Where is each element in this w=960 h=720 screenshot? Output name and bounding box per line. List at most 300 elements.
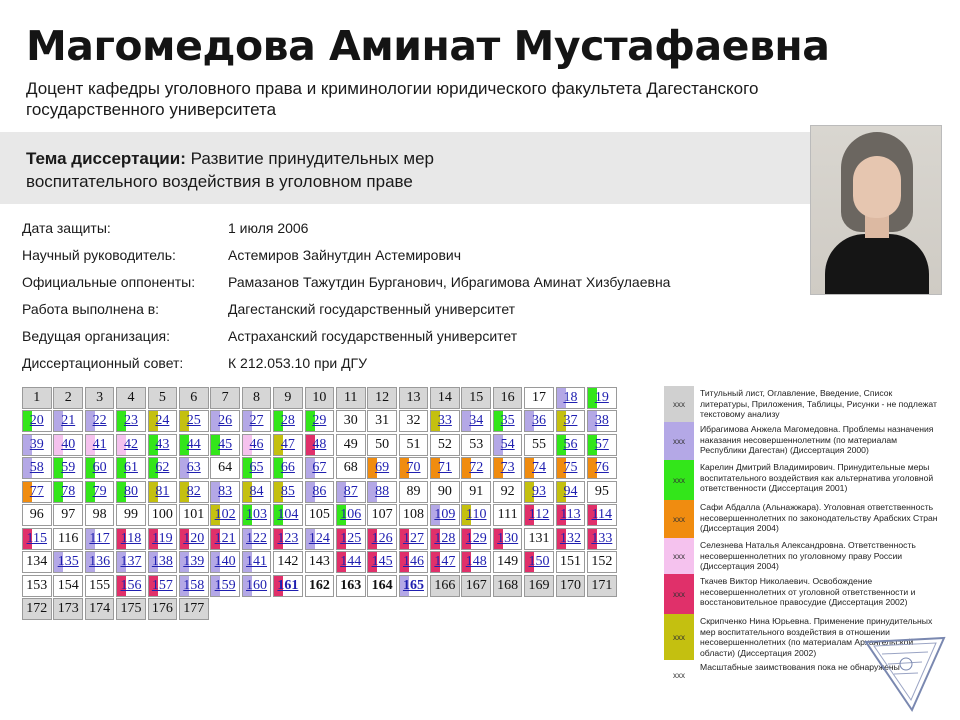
page-number: 14 <box>437 390 452 405</box>
page-number: 73 <box>500 460 515 476</box>
page-number: 110 <box>466 507 487 523</box>
page-cell <box>148 387 178 409</box>
page-number: 68 <box>343 460 358 476</box>
page-cell <box>461 481 491 503</box>
page-number: 70 <box>406 460 421 476</box>
page-cell[interactable] <box>242 504 272 526</box>
page-cell[interactable] <box>242 575 272 597</box>
page-cell <box>367 387 397 409</box>
page-cell <box>85 387 115 409</box>
page-cell[interactable] <box>179 457 209 479</box>
page-number: 122 <box>246 530 268 546</box>
page-cell <box>242 387 272 409</box>
page-cell <box>430 387 460 409</box>
page-number: 22 <box>92 413 107 429</box>
page-cell[interactable] <box>53 457 83 479</box>
page-number: 153 <box>26 577 48 593</box>
page-cell[interactable] <box>148 410 178 432</box>
page-cell[interactable] <box>556 434 586 456</box>
page-cell[interactable] <box>556 481 586 503</box>
page-cell[interactable] <box>273 410 303 432</box>
info-row-defense-date: Дата защиты: 1 июля 2006 <box>22 219 309 236</box>
page-cell[interactable] <box>210 551 240 573</box>
page-cell[interactable] <box>524 504 554 526</box>
page-cell <box>85 504 115 526</box>
page-number: 152 <box>591 554 613 570</box>
legend-swatch: ххх <box>664 422 694 460</box>
page-number: 76 <box>594 460 609 476</box>
page-cell <box>22 598 52 620</box>
page-cell <box>53 528 83 550</box>
page-cell[interactable] <box>367 481 397 503</box>
page-cell[interactable] <box>336 504 366 526</box>
page-number: 61 <box>123 460 138 476</box>
page-cell[interactable] <box>399 457 429 479</box>
page-cell[interactable] <box>148 575 178 597</box>
page-number: 4 <box>127 390 135 405</box>
page-number: 106 <box>340 507 362 523</box>
page-cell <box>524 434 554 456</box>
dissertation-topic <box>26 147 546 193</box>
page-cell[interactable] <box>85 551 115 573</box>
page-cell[interactable] <box>493 410 523 432</box>
info-row-opponents: Официальные оппоненты: Рамазанов Тажутдин Бурганович, Ибрагимова Аминат Хизбулаевна <box>22 273 671 290</box>
info-row-council: Диссертационный совет: К 212.053.10 при ДГУ <box>22 354 368 371</box>
seal-stamp <box>862 634 948 714</box>
page-cell[interactable] <box>148 434 178 456</box>
page-number: 54 <box>500 436 515 452</box>
page-cell[interactable] <box>305 481 335 503</box>
page-number: 142 <box>277 554 299 570</box>
page-number: 48 <box>312 436 327 452</box>
page-cell[interactable] <box>524 481 554 503</box>
page-cell <box>461 434 491 456</box>
page-cell[interactable] <box>210 410 240 432</box>
page-number: 67 <box>312 460 327 476</box>
page-number: 164 <box>371 577 393 593</box>
page-cell[interactable] <box>493 457 523 479</box>
page-number: 41 <box>92 436 107 452</box>
page-cell[interactable] <box>367 457 397 479</box>
page-cell[interactable] <box>399 551 429 573</box>
legend-item <box>664 386 949 422</box>
page-cell[interactable] <box>430 504 460 526</box>
portrait-photo <box>810 125 942 295</box>
page-cell <box>22 387 52 409</box>
page-cell <box>556 551 586 573</box>
page-cell[interactable] <box>493 528 523 550</box>
page-cell <box>461 575 491 597</box>
page-cell[interactable] <box>273 575 303 597</box>
page-number: 20 <box>29 413 44 429</box>
page-cell <box>493 387 523 409</box>
legend-swatch: ххх <box>664 538 694 574</box>
page-number: 44 <box>186 436 201 452</box>
page-cell[interactable] <box>367 528 397 550</box>
page-cell[interactable] <box>587 457 617 479</box>
page-cell <box>587 575 617 597</box>
page-cell[interactable] <box>556 410 586 432</box>
page-cell[interactable] <box>210 481 240 503</box>
page-number: 19 <box>594 390 609 405</box>
page-number: 66 <box>280 460 295 476</box>
page-cell[interactable] <box>116 481 146 503</box>
page-cell <box>587 551 617 573</box>
page-number: 74 <box>532 460 547 476</box>
legend-text: Скрипченко Нина Юрьевна. Применение принудительных мер воспитательного воздействия в отношении несовершеннолетних (по материалам Архангельской области) (Диссертация 2002) <box>700 616 933 658</box>
page-number: 2 <box>64 390 72 405</box>
page-cell <box>430 481 460 503</box>
page-cell[interactable] <box>461 528 491 550</box>
page-cell[interactable] <box>242 551 272 573</box>
page-cell[interactable] <box>210 528 240 550</box>
page-number: 7 <box>221 390 229 405</box>
page-cell[interactable] <box>116 528 146 550</box>
page-cell[interactable] <box>242 457 272 479</box>
page-cell <box>524 528 554 550</box>
page-cell <box>399 434 429 456</box>
page-cell[interactable] <box>116 551 146 573</box>
page-cell <box>53 504 83 526</box>
page-cell <box>53 598 83 620</box>
page-number: 128 <box>434 530 456 546</box>
page-number: 28 <box>280 413 295 429</box>
page-number: 12 <box>375 390 390 405</box>
page-cell[interactable] <box>22 528 52 550</box>
page-number: 72 <box>469 460 484 476</box>
page-cell[interactable] <box>116 575 146 597</box>
page-cell[interactable] <box>461 457 491 479</box>
page-cell[interactable] <box>148 457 178 479</box>
page-cell[interactable] <box>148 481 178 503</box>
page-cell[interactable] <box>587 504 617 526</box>
page-cell <box>179 598 209 620</box>
page-cell[interactable] <box>556 504 586 526</box>
page-number: 3 <box>96 390 104 405</box>
page-cell[interactable] <box>179 481 209 503</box>
page-cell[interactable] <box>85 528 115 550</box>
page-number: 53 <box>469 436 484 452</box>
page-number: 100 <box>151 507 173 523</box>
page-number: 31 <box>375 413 390 429</box>
page-cell[interactable] <box>85 434 115 456</box>
page-cell <box>305 551 335 573</box>
page-number: 13 <box>406 390 421 405</box>
legend-swatch: ххх <box>664 500 694 538</box>
page-number: 94 <box>563 483 578 499</box>
page-cell[interactable] <box>430 457 460 479</box>
page-number: 116 <box>57 530 79 546</box>
page-number: 173 <box>57 601 79 617</box>
info-row-institution: Работа выполнена в: Дагестанский государственный университет <box>22 300 516 317</box>
page-number: 130 <box>497 530 519 546</box>
page-number: 140 <box>214 554 236 570</box>
page-cell <box>493 504 523 526</box>
page-number: 154 <box>57 577 79 593</box>
page-cell[interactable] <box>461 551 491 573</box>
page-cell[interactable] <box>524 410 554 432</box>
page-number: 158 <box>183 577 205 593</box>
page-cell[interactable] <box>53 434 83 456</box>
page-number: 43 <box>155 436 170 452</box>
page-number: 25 <box>186 413 201 429</box>
page-number: 24 <box>155 413 170 429</box>
page-cell[interactable] <box>367 551 397 573</box>
page-number: 101 <box>183 507 205 523</box>
page-cell[interactable] <box>273 504 303 526</box>
page-cell[interactable] <box>556 387 586 409</box>
page-number: 131 <box>528 530 550 546</box>
page-number: 123 <box>277 530 299 546</box>
page-number: 90 <box>437 483 452 499</box>
page-cell <box>399 481 429 503</box>
page-number: 174 <box>89 601 111 617</box>
page-cell[interactable] <box>179 575 209 597</box>
page-number: 39 <box>29 436 44 452</box>
page-grid <box>22 387 617 620</box>
legend-swatch: ххх <box>664 614 694 660</box>
page-cell[interactable] <box>179 528 209 550</box>
page-cell[interactable] <box>430 551 460 573</box>
defense-info <box>22 214 670 376</box>
page-cell[interactable] <box>461 410 491 432</box>
page-cell[interactable] <box>336 528 366 550</box>
page-cell[interactable] <box>273 481 303 503</box>
page-number: 47 <box>280 436 295 452</box>
page-cell[interactable] <box>336 481 366 503</box>
legend-text: Сафи Абдалла (Альнажжара). Уголовная ответственность несовершеннолетних по законодательству Арабских Стран (Диссертация 2004) <box>700 502 938 533</box>
legend-item <box>664 422 949 460</box>
page-number: 71 <box>437 460 452 476</box>
page-number: 60 <box>92 460 107 476</box>
page-number: 58 <box>29 460 44 476</box>
page-number: 69 <box>375 460 390 476</box>
page-cell[interactable] <box>148 551 178 573</box>
page-cell[interactable] <box>85 457 115 479</box>
page-number: 139 <box>183 554 205 570</box>
legend-text: Ткачев Виктор Николаевич. Освобождение несовершеннолетних от уголовной ответственности и восстановительное правосудие (Диссертация 2002) <box>700 576 916 607</box>
page-number: 30 <box>343 413 358 429</box>
page-number: 151 <box>559 554 581 570</box>
page-number: 124 <box>308 530 330 546</box>
page-cell <box>53 575 83 597</box>
page-cell[interactable] <box>336 551 366 573</box>
page-number: 170 <box>559 577 581 593</box>
page-number: 92 <box>500 483 515 499</box>
page-number: 75 <box>563 460 578 476</box>
page-number: 33 <box>437 413 452 429</box>
page-cell <box>22 551 52 573</box>
page-number: 161 <box>277 577 299 593</box>
page-number: 49 <box>343 436 358 452</box>
page-number: 93 <box>532 483 547 499</box>
page-cell[interactable] <box>556 457 586 479</box>
legend-swatch: ххх <box>664 660 694 690</box>
page-number: 113 <box>560 507 581 523</box>
page-number: 103 <box>246 507 268 523</box>
page-number: 42 <box>123 436 138 452</box>
page-number: 86 <box>312 483 327 499</box>
page-cell <box>148 504 178 526</box>
page-cell[interactable] <box>116 434 146 456</box>
page-number: 6 <box>190 390 198 405</box>
page-number: 133 <box>591 530 613 546</box>
page-cell[interactable] <box>116 457 146 479</box>
page-number: 37 <box>563 413 578 429</box>
page-cell[interactable] <box>305 410 335 432</box>
page-cell[interactable] <box>85 410 115 432</box>
page-cell[interactable] <box>273 457 303 479</box>
page-number: 65 <box>249 460 264 476</box>
page-cell <box>273 551 303 573</box>
page-number: 88 <box>375 483 390 499</box>
page-number: 35 <box>500 413 515 429</box>
page-cell[interactable] <box>399 575 429 597</box>
page-cell[interactable] <box>210 575 240 597</box>
page-number: 160 <box>246 577 268 593</box>
page-cell[interactable] <box>430 528 460 550</box>
page-number: 155 <box>89 577 111 593</box>
page-number: 176 <box>151 601 173 617</box>
page-cell[interactable] <box>461 504 491 526</box>
page-cell[interactable] <box>587 410 617 432</box>
page-cell[interactable] <box>305 528 335 550</box>
page-number: 129 <box>465 530 487 546</box>
page-cell <box>116 504 146 526</box>
page-cell <box>273 387 303 409</box>
page-cell[interactable] <box>179 434 209 456</box>
page-number: 52 <box>437 436 452 452</box>
legend-item <box>664 538 949 574</box>
page-number: 32 <box>406 413 421 429</box>
page-number: 5 <box>158 390 166 405</box>
legend-text: Масштабные заимствования пока не обнаружены <box>700 662 900 672</box>
page-cell <box>22 504 52 526</box>
page-number: 165 <box>402 577 424 593</box>
page-number: 79 <box>92 483 107 499</box>
page-cell[interactable] <box>242 528 272 550</box>
info-row-supervisor: Научный руководитель: Астемиров Зайнутдин Астемирович <box>22 246 462 263</box>
page-number: 166 <box>434 577 456 593</box>
page-cell <box>367 410 397 432</box>
page-cell <box>430 434 460 456</box>
page-number: 63 <box>186 460 201 476</box>
page-cell[interactable] <box>242 410 272 432</box>
page-cell[interactable] <box>305 434 335 456</box>
page-cell <box>179 504 209 526</box>
page-number: 51 <box>406 436 421 452</box>
page-number: 83 <box>218 483 233 499</box>
page-cell <box>210 457 240 479</box>
page-cell <box>367 434 397 456</box>
page-cell[interactable] <box>53 410 83 432</box>
page-number: 171 <box>591 577 613 593</box>
page-number: 117 <box>89 530 110 546</box>
page-cell[interactable] <box>524 551 554 573</box>
page-cell[interactable] <box>85 481 115 503</box>
page-number: 145 <box>371 554 393 570</box>
person-name: Магомедова Аминат Мустафаевна <box>26 22 830 70</box>
legend-text: Карелин Дмитрий Владимирович. Принудительные меры воспитательного воздействия как альтернатива уголовной ответственности (Диссертация 2001) <box>700 462 934 493</box>
page-number: 91 <box>469 483 484 499</box>
legend-swatch: ххх <box>664 460 694 500</box>
page-number: 167 <box>465 577 487 593</box>
page-cell[interactable] <box>587 387 617 409</box>
page-cell <box>305 387 335 409</box>
page-number: 157 <box>151 577 173 593</box>
page-number: 77 <box>29 483 44 499</box>
legend-text: Селезнева Наталья Александровна. Ответственность несовершеннолетних по уголовному праву России (Диссертация 2004) <box>700 540 916 571</box>
page-cell[interactable] <box>22 410 52 432</box>
page-cell[interactable] <box>22 481 52 503</box>
page-cell[interactable] <box>210 504 240 526</box>
page-cell[interactable] <box>430 410 460 432</box>
page-cell <box>336 410 366 432</box>
page-cell[interactable] <box>273 434 303 456</box>
page-cell[interactable] <box>179 551 209 573</box>
page-number: 84 <box>249 483 264 499</box>
page-number: 57 <box>594 436 609 452</box>
page-cell[interactable] <box>53 551 83 573</box>
page-cell[interactable] <box>556 528 586 550</box>
page-number: 78 <box>61 483 76 499</box>
page-number: 150 <box>528 554 550 570</box>
page-cell[interactable] <box>242 434 272 456</box>
page-cell[interactable] <box>587 528 617 550</box>
page-number: 120 <box>183 530 205 546</box>
page-number: 87 <box>343 483 358 499</box>
legend-item <box>664 500 949 538</box>
page-cell[interactable] <box>524 457 554 479</box>
page-cell[interactable] <box>53 481 83 503</box>
page-cell[interactable] <box>148 528 178 550</box>
page-number: 111 <box>497 507 518 523</box>
page-cell[interactable] <box>22 434 52 456</box>
page-number: 36 <box>532 413 547 429</box>
page-number: 177 <box>183 601 205 617</box>
page-number: 29 <box>312 413 327 429</box>
page-cell <box>305 575 335 597</box>
legend-item <box>664 460 949 500</box>
page-number: 156 <box>120 577 142 593</box>
page-number: 38 <box>594 413 609 429</box>
page-cell[interactable] <box>587 434 617 456</box>
page-cell[interactable] <box>493 434 523 456</box>
legend-swatch: ххх <box>664 386 694 422</box>
page-number: 114 <box>591 507 613 523</box>
page-number: 137 <box>120 554 142 570</box>
page-number: 45 <box>218 436 233 452</box>
page-number: 1 <box>33 390 41 405</box>
page-cell[interactable] <box>242 481 272 503</box>
page-cell[interactable] <box>305 457 335 479</box>
page-cell[interactable] <box>210 434 240 456</box>
page-cell[interactable] <box>116 410 146 432</box>
page-cell[interactable] <box>273 528 303 550</box>
page-number: 85 <box>280 483 295 499</box>
page-number: 136 <box>89 554 111 570</box>
page-number: 16 <box>500 390 515 405</box>
page-cell[interactable] <box>22 457 52 479</box>
page-cell <box>305 504 335 526</box>
page-cell[interactable] <box>399 528 429 550</box>
page-number: 80 <box>123 483 138 499</box>
page-cell <box>116 598 146 620</box>
page-cell <box>524 387 554 409</box>
page-number: 64 <box>218 460 233 476</box>
page-cell[interactable] <box>179 410 209 432</box>
page-cell <box>85 575 115 597</box>
